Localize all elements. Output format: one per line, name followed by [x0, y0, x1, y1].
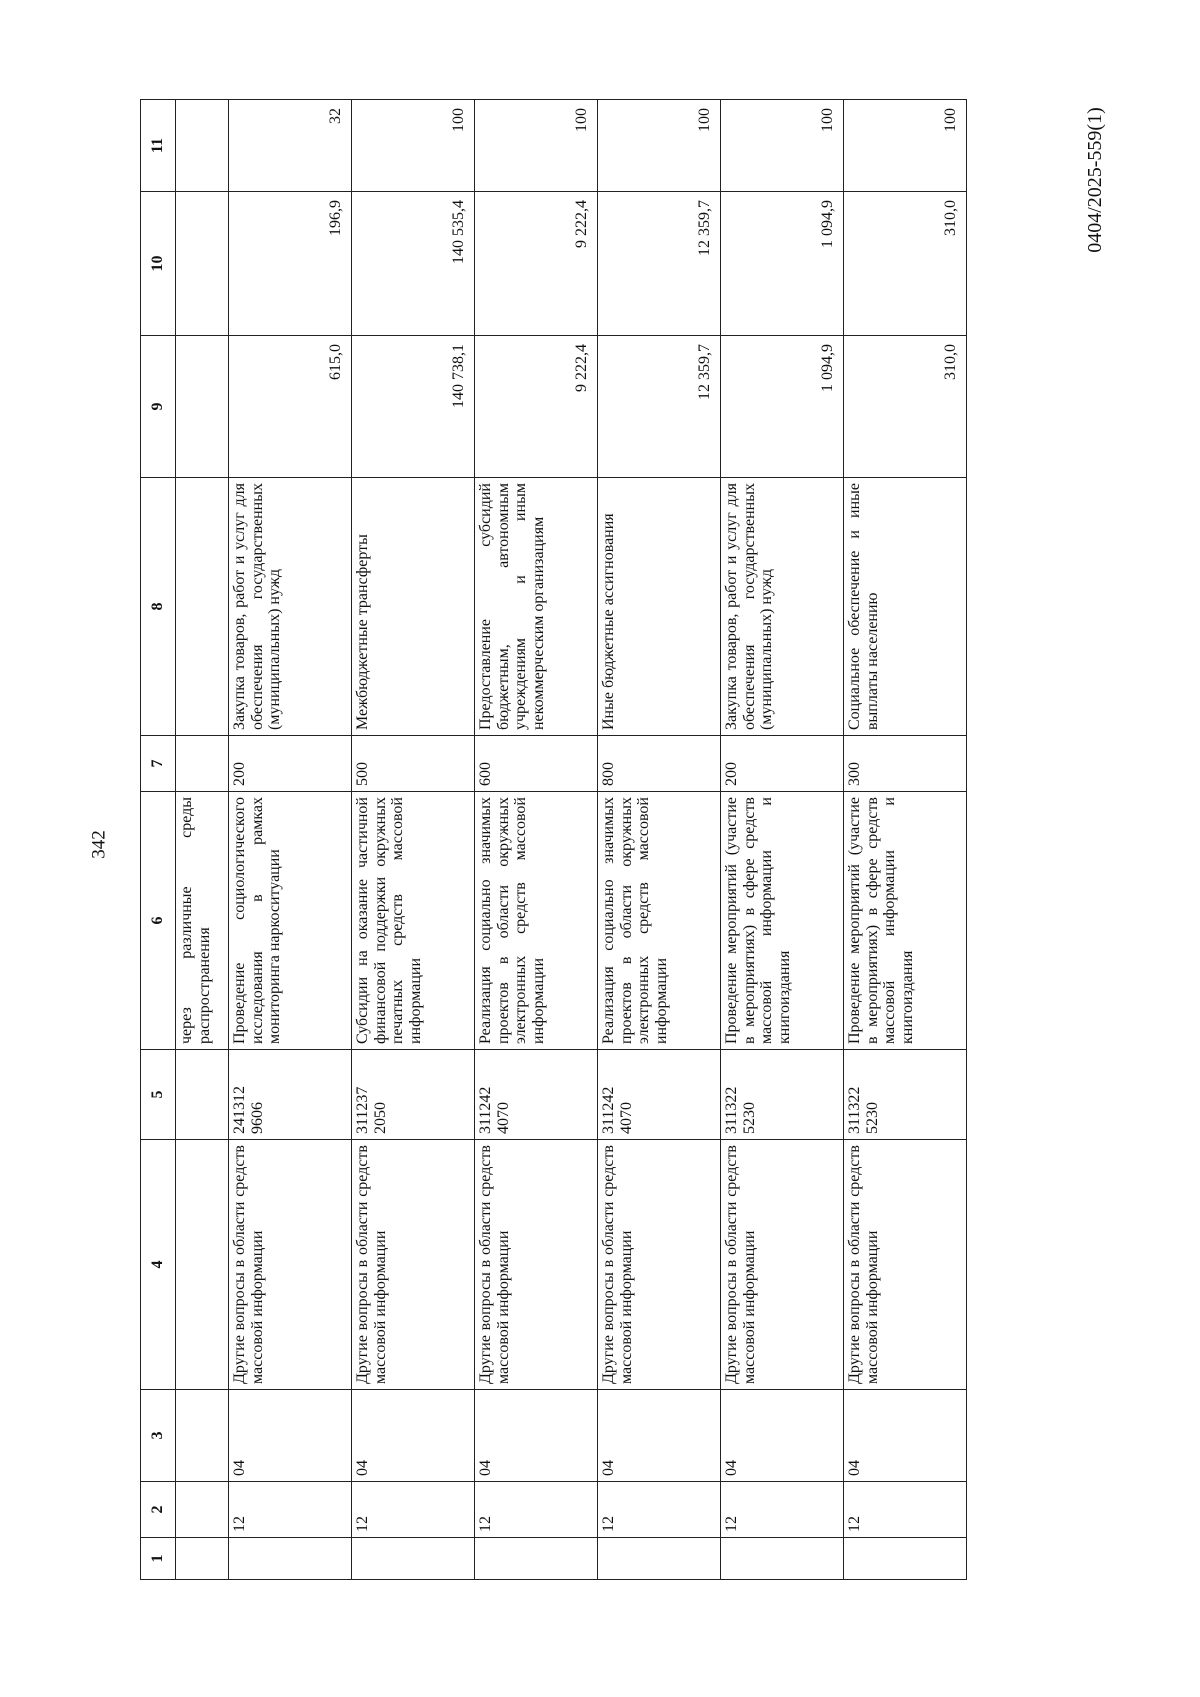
subsection-code-cell: 04 — [229, 1390, 352, 1482]
purpose-cell: Реализация социально значимых проектов в области окружных электронных средств массовой информации — [598, 792, 721, 1050]
purpose-cell: Проведение мероприятий (участие в мероприятиях) в сфере средств массовой информации и книгоиздания — [721, 792, 844, 1050]
expense-type-code-cell: 300 — [844, 736, 967, 792]
target-article-cell: 311242 4070 — [598, 1050, 721, 1140]
planned-amount-value: 615,0 — [327, 344, 345, 380]
cell — [176, 736, 229, 792]
continuation-row — [176, 100, 229, 1580]
planned-amount-cell — [475, 336, 598, 478]
header-cell: 3 — [141, 1390, 176, 1482]
table-row — [475, 100, 598, 1580]
budget-table — [140, 99, 967, 1580]
header-cell: 7 — [141, 736, 176, 792]
table-body — [141, 100, 967, 1580]
purpose-continuation-cell: через различные среды распространения — [176, 792, 229, 1050]
execution-percent-value: 100 — [819, 108, 837, 132]
target-article-cell: 311322 5230 — [721, 1050, 844, 1140]
target-article-cell: 311237 2050 — [352, 1050, 475, 1140]
document-code: 0404/2025-559(1) — [1084, 107, 1106, 253]
executed-amount-value: 140 535,4 — [450, 200, 468, 264]
executed-amount-value: 12 359,7 — [696, 200, 714, 256]
planned-amount-cell — [352, 336, 475, 478]
expense-type-code-cell: 200 — [229, 736, 352, 792]
expense-type-name-cell: Социальное обеспечение и иные выплаты населению — [844, 478, 967, 736]
execution-percent-cell — [229, 100, 352, 192]
page-number: 342 — [88, 830, 110, 859]
executed-amount-value: 9 222,4 — [573, 200, 591, 248]
purpose-cell: Реализация социально значимых проектов в области окружных электронных средств массовой информации — [475, 792, 598, 1050]
execution-percent-cell — [721, 100, 844, 192]
header-cell: 8 — [141, 478, 176, 736]
subsection-code-cell: 04 — [844, 1390, 967, 1482]
target-article-cell: 311322 5230 — [844, 1050, 967, 1140]
execution-percent-cell — [598, 100, 721, 192]
planned-amount-value: 140 738,1 — [450, 344, 468, 408]
expense-type-code-cell: 800 — [598, 736, 721, 792]
cell — [176, 336, 229, 478]
executed-amount-cell — [844, 192, 967, 336]
cell — [176, 1482, 229, 1538]
section-name-cell: Другие вопросы в области средств массовой информации — [844, 1140, 967, 1390]
executed-amount-cell — [229, 192, 352, 336]
section-code-cell: 12 — [352, 1482, 475, 1538]
section-code-cell: 12 — [475, 1482, 598, 1538]
row-number-cell — [352, 1538, 475, 1580]
budget-table-container — [140, 100, 1020, 1580]
cell — [176, 192, 229, 336]
executed-amount-cell — [721, 192, 844, 336]
purpose-cell: Субсидии на оказание частичной финансовой поддержки окружных печатных средств массовой информации — [352, 792, 475, 1050]
row-number-cell — [721, 1538, 844, 1580]
table-row — [844, 100, 967, 1580]
planned-amount-cell — [229, 336, 352, 478]
expense-type-code-cell: 600 — [475, 736, 598, 792]
section-name-cell: Другие вопросы в области средств массовой информации — [229, 1140, 352, 1390]
subsection-code-cell: 04 — [352, 1390, 475, 1482]
target-article-cell: 241312 9606 — [229, 1050, 352, 1140]
header-cell: 5 — [141, 1050, 176, 1140]
cell — [176, 478, 229, 736]
table-row — [598, 100, 721, 1580]
execution-percent-value: 100 — [573, 108, 591, 132]
row-number-cell — [475, 1538, 598, 1580]
subsection-code-cell: 04 — [598, 1390, 721, 1482]
cell — [176, 1140, 229, 1390]
planned-amount-value: 310,0 — [942, 344, 960, 380]
expense-type-code-cell: 500 — [352, 736, 475, 792]
executed-amount-value: 196,9 — [327, 200, 345, 236]
section-code-cell: 12 — [229, 1482, 352, 1538]
executed-amount-cell — [598, 192, 721, 336]
table-row — [352, 100, 475, 1580]
header-cell: 10 — [141, 192, 176, 336]
execution-percent-value: 100 — [696, 108, 714, 132]
planned-amount-cell — [721, 336, 844, 478]
planned-amount-value: 12 359,7 — [696, 344, 714, 400]
header-cell: 9 — [141, 336, 176, 478]
expense-type-name-cell: Закупка товаров, работ и услуг для обеспечения государственных (муниципальных) нужд — [229, 478, 352, 736]
executed-amount-cell — [475, 192, 598, 336]
header-cell: 4 — [141, 1140, 176, 1390]
cell — [176, 1050, 229, 1140]
purpose-cell: Проведение мероприятий (участие в мероприятиях) в сфере средств массовой информации и книгоиздания — [844, 792, 967, 1050]
execution-percent-cell — [475, 100, 598, 192]
expense-type-code-cell: 200 — [721, 736, 844, 792]
header-cell: 11 — [141, 100, 176, 192]
executed-amount-value: 310,0 — [942, 200, 960, 236]
execution-percent-value: 32 — [327, 108, 345, 124]
row-number-cell — [844, 1538, 967, 1580]
executed-amount-cell — [352, 192, 475, 336]
planned-amount-cell — [598, 336, 721, 478]
execution-percent-value: 100 — [450, 108, 468, 132]
planned-amount-cell — [844, 336, 967, 478]
section-name-cell: Другие вопросы в области средств массовой информации — [475, 1140, 598, 1390]
section-name-cell: Другие вопросы в области средств массовой информации — [598, 1140, 721, 1390]
section-name-cell: Другие вопросы в области средств массовой информации — [721, 1140, 844, 1390]
section-code-cell: 12 — [844, 1482, 967, 1538]
row-number-cell — [229, 1538, 352, 1580]
expense-type-name-cell: Предоставление субсидий бюджетным, автономным учреждениям и иным некоммерческим организациям — [475, 478, 598, 736]
execution-percent-cell — [844, 100, 967, 192]
header-row — [141, 100, 176, 1580]
section-code-cell: 12 — [598, 1482, 721, 1538]
rotated-table-layer — [140, 100, 1020, 1580]
cell — [176, 100, 229, 192]
row-number-cell — [598, 1538, 721, 1580]
target-article-cell: 311242 4070 — [475, 1050, 598, 1140]
header-cell: 1 — [141, 1538, 176, 1580]
expense-type-name-cell: Закупка товаров, работ и услуг для обеспечения государственных (муниципальных) нужд — [721, 478, 844, 736]
cell — [176, 1390, 229, 1482]
planned-amount-value: 9 222,4 — [573, 344, 591, 392]
planned-amount-value: 1 094,9 — [819, 344, 837, 392]
subsection-code-cell: 04 — [721, 1390, 844, 1482]
purpose-cell: Проведение социологического исследования в рамках мониторинга наркоситуации — [229, 792, 352, 1050]
execution-percent-cell — [352, 100, 475, 192]
header-cell: 6 — [141, 792, 176, 1050]
table-row — [229, 100, 352, 1580]
expense-type-name-cell: Иные бюджетные ассигнования — [598, 478, 721, 736]
executed-amount-value: 1 094,9 — [819, 200, 837, 248]
subsection-code-cell: 04 — [475, 1390, 598, 1482]
section-name-cell: Другие вопросы в области средств массовой информации — [352, 1140, 475, 1390]
header-cell: 2 — [141, 1482, 176, 1538]
execution-percent-value: 100 — [942, 108, 960, 132]
cell — [176, 1538, 229, 1580]
expense-type-name-cell: Межбюджетные трансферты — [352, 478, 475, 736]
section-code-cell: 12 — [721, 1482, 844, 1538]
table-row — [721, 100, 844, 1580]
